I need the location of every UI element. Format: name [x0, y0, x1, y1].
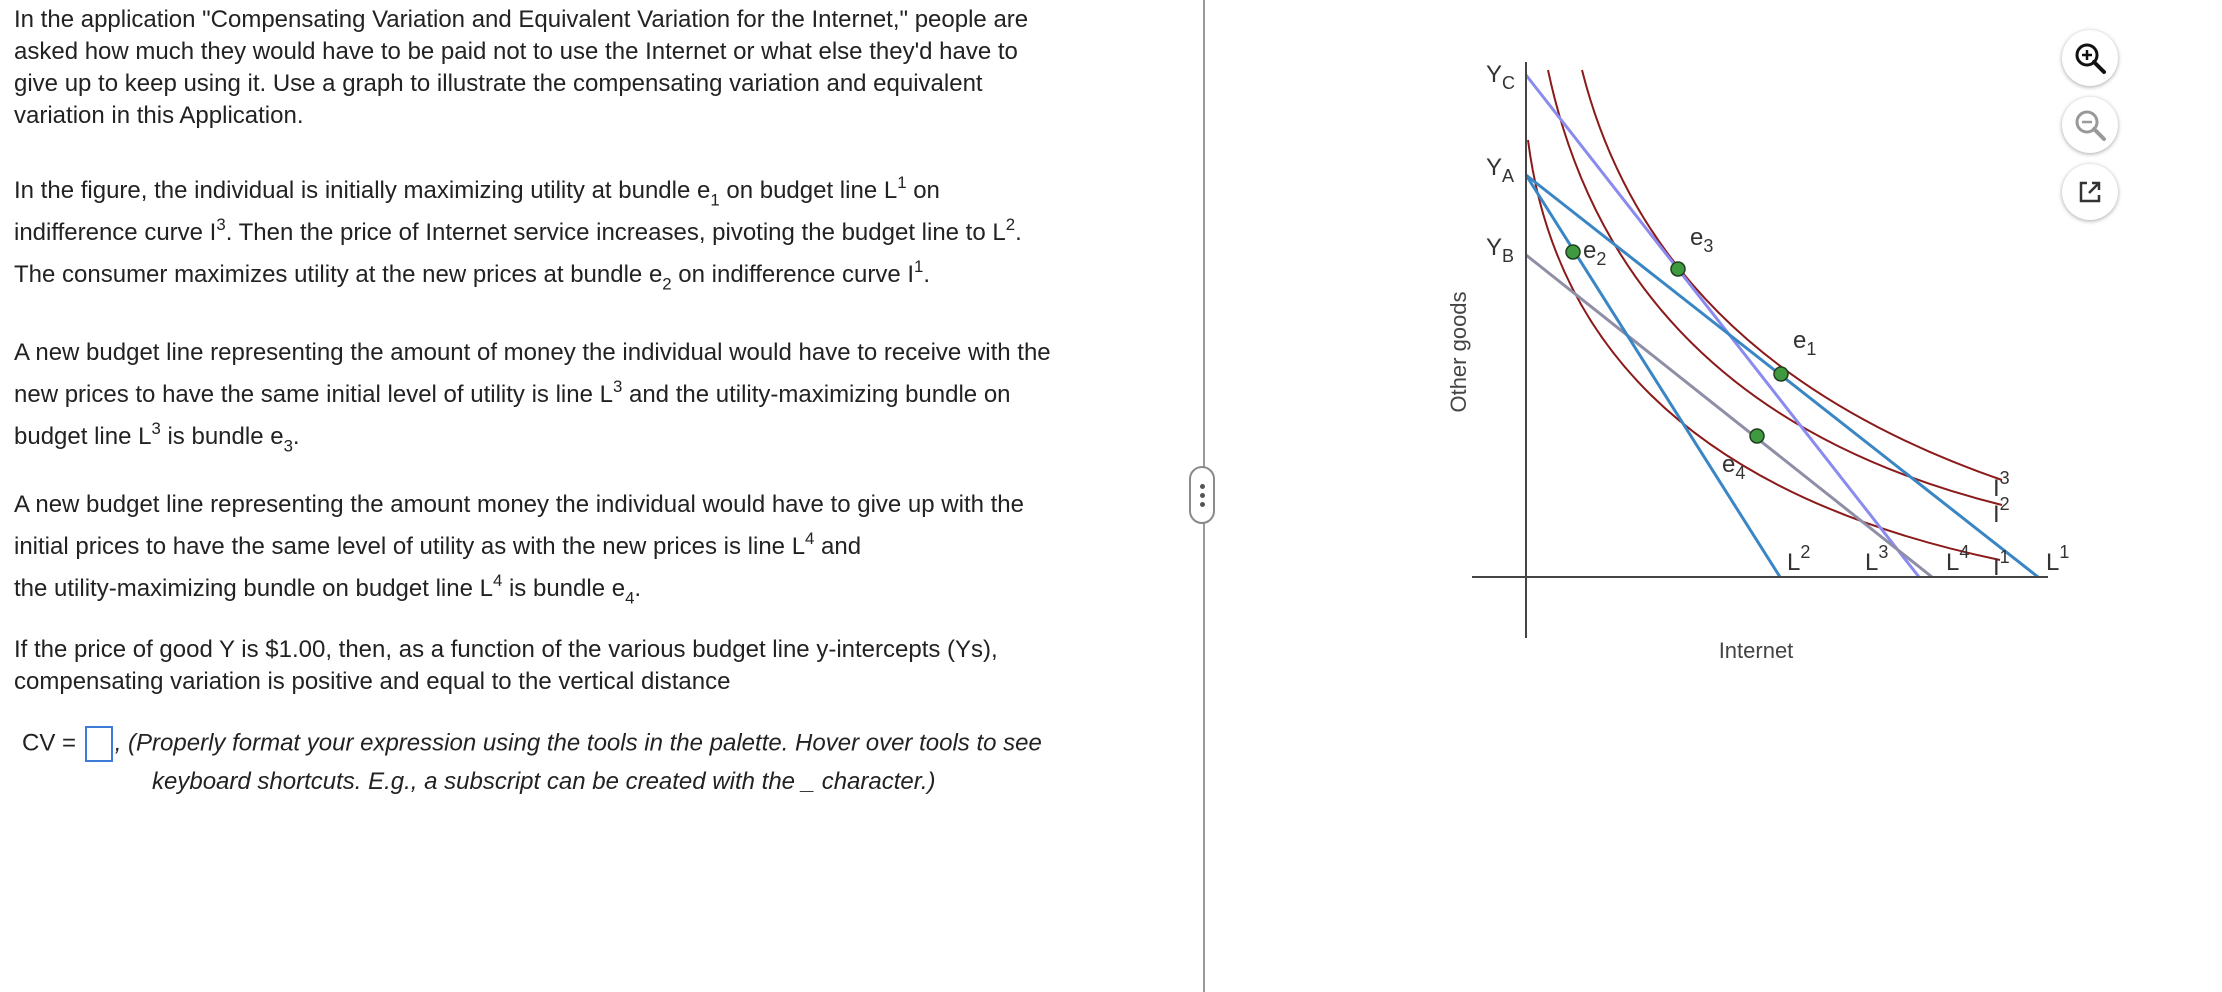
- zoom-out-icon: [2073, 108, 2107, 142]
- intro-line: asked how much they would have to be paid not to use the Internet or what else they'd have to: [14, 38, 1018, 65]
- indifference-curve-i1: [1528, 140, 2000, 560]
- curve-label-i3: $I^3$: [1993, 468, 2010, 502]
- popout-button[interactable]: [2062, 164, 2118, 220]
- zoom-out-button[interactable]: [2062, 97, 2118, 153]
- external-link-icon: [2075, 177, 2105, 207]
- intro-line: give up to keep using it. Use a graph to illustrate the compensating variation and equivalent: [14, 70, 983, 97]
- cv-label: CV =: [22, 729, 77, 757]
- y-intercept-label-ya: $Y_A$: [1486, 154, 1515, 186]
- budget-line-label-l4: $L^4$: [1946, 542, 1970, 576]
- indifference-curve-i2: [1548, 70, 2002, 505]
- paragraph-equivalent: A new budget line representing the amount money the individual would have to give up with the initial prices to have the same level of utility as with the new prices is line $L^4$ and the utility-maximizing bundle on budget line $L^4$ is bundle $e_4$.: [14, 491, 1024, 608]
- bundle-label-e2: $e_2$: [1583, 237, 1607, 269]
- bundle-label-e4: $e_4$: [1722, 451, 1746, 483]
- paragraph-compensating: A new budget line representing the amount of money the individual would have to receive with the new prices to have the same initial level of utility is line $L^3$ and the utility-maximizing bundle on budget line $L^3$ is bundle $e_3$.: [14, 339, 1051, 456]
- format-hint: , (Properly format your expression using the tools in the palette. Hover over tools to see: [114, 729, 1042, 757]
- format-hint-continued: keyboard shortcuts. E.g., a subscript can be created with the _ character.): [152, 768, 936, 795]
- budget-line-l4: [1526, 255, 1932, 577]
- y-axis-label: Other goods: [1446, 291, 1471, 413]
- y-intercept-label-yc: $Y_C$: [1486, 61, 1516, 93]
- bundle-point-e2: [1566, 245, 1580, 259]
- intro-line: variation in this Application.: [14, 102, 304, 129]
- paragraph-question: If the price of good Y is $1.00, then, as a function of the various budget line y-intercepts (Ys), compensating variation is positive and equal to the vertical distance: [14, 636, 998, 695]
- budget-line-l3: [1526, 75, 1919, 577]
- budget-line-label-l3: $L^3$: [1865, 542, 1889, 576]
- budget-line-label-l1: $L^1$: [2046, 542, 2070, 576]
- zoom-in-icon: [2073, 41, 2107, 75]
- curve-label-i2: $I^2$: [1993, 494, 2010, 528]
- curve-label-i1: $I^1$: [1993, 547, 2010, 581]
- budget-line-label-l2: $L^2$: [1787, 542, 1811, 576]
- indifference-curve-i3: [1582, 70, 2002, 480]
- bundle-point-e4: [1750, 429, 1764, 443]
- zoom-in-button[interactable]: [2062, 30, 2118, 86]
- y-intercept-label-yb: $Y_B$: [1486, 234, 1515, 266]
- intro-line: In the application "Compensating Variation and Equivalent Variation for the Internet," people are: [14, 6, 1029, 33]
- bundle-point-e1: [1774, 367, 1788, 381]
- bundle-label-e3: $e_3$: [1690, 224, 1714, 256]
- paragraph-initial-bundle: In the figure, the individual is initially maximizing utility at bundle $e_1$ on budget line $L^1$ on indifference curve $I^3$. Then the price of Internet service increases, pivoting the budget line to $L^2$. The consumer maximizes utility at the new prices at bundle $e_2$ on indifference curve $I^1$.: [14, 172, 1022, 294]
- bundle-label-e1: $e_1$: [1793, 327, 1817, 359]
- x-axis-label: Internet: [1718, 638, 1794, 663]
- bundle-point-e3: [1671, 262, 1685, 276]
